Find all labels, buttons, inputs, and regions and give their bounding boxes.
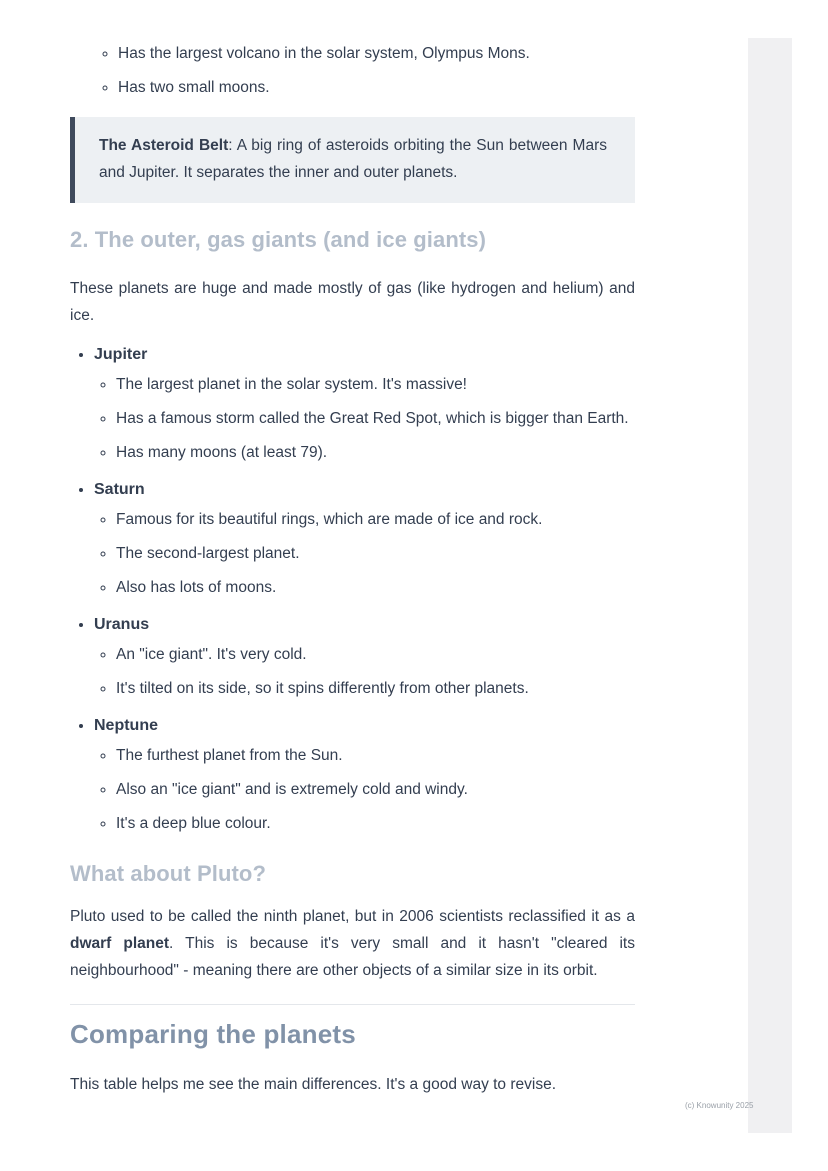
document-content — [70, 40, 635, 1098]
planet-name: Saturn — [94, 481, 145, 498]
list-item: ◦ Famous for its beautiful rings, which are made of ice and rock. — [116, 506, 635, 533]
pluto-paragraph — [70, 903, 635, 984]
planet-facts-list — [94, 742, 635, 837]
planet-item-uranus — [94, 611, 635, 702]
list-item: ◦ Has many moons (at least 79). — [116, 439, 635, 466]
outer-planets-list — [70, 341, 635, 837]
planet-name: Jupiter — [94, 346, 148, 363]
planet-item-neptune — [94, 712, 635, 837]
knowunity-watermark: (c) Knowunity 2025 — [685, 1101, 754, 1110]
callout-body: : A big ring of asteroids orbiting the Sun between Mars and Jupiter. It separates the inner and outer planets. — [99, 137, 607, 181]
list-item: ◦ It's a deep blue colour. — [116, 810, 635, 837]
list-item: ◦ Has the largest volcano in the solar system, Olympus Mons. — [118, 40, 635, 67]
section-heading-pluto: What about Pluto? — [70, 861, 266, 886]
callout-text — [99, 132, 607, 186]
list-item: ◦ An "ice giant". It's very cold. — [116, 641, 635, 668]
list-item: ◦ Has a famous storm called the Great Red Spot, which is bigger than Earth. — [116, 405, 635, 432]
section-heading-comparing-planets: Comparing the planets — [70, 1019, 356, 1049]
dwarf-planet-bold-term: dwarf planet — [70, 935, 170, 952]
planet-facts-list — [94, 506, 635, 601]
comparing-intro-paragraph: This table helps me see the main differences. It's a good way to revise. — [70, 1076, 557, 1093]
list-item: ◦ Has two small moons. — [118, 74, 635, 101]
list-item: ◦ Also an "ice giant" and is extremely cold and windy. — [116, 776, 635, 803]
planet-facts-list — [94, 641, 635, 702]
callout-bold-term: The Asteroid Belt — [99, 137, 229, 154]
mars-facts-list — [70, 40, 635, 101]
list-item: ◦ The second-largest planet. — [116, 540, 635, 567]
planet-facts-list — [94, 371, 635, 466]
list-item: ◦ It's tilted on its side, so it spins differently from other planets. — [116, 675, 635, 702]
page-edge-strip — [748, 38, 792, 1133]
pluto-text-after: . This is because it's very small and it hasn't "cleared its neighbourhood" - meaning there are other objects of a similar size in its orbit. — [70, 935, 635, 979]
asteroid-belt-callout — [70, 117, 635, 203]
planet-item-jupiter — [94, 341, 635, 466]
list-item: ◦ The furthest planet from the Sun. — [116, 742, 635, 769]
planet-item-saturn — [94, 476, 635, 601]
section-divider — [70, 1004, 635, 1005]
planet-name: Uranus — [94, 616, 150, 633]
planet-name: Neptune — [94, 717, 158, 734]
section-heading-outer-planets: 2. The outer, gas giants (and ice giants) — [70, 227, 487, 252]
outer-planets-intro-paragraph: These planets are huge and made mostly of gas (like hydrogen and helium) and ice. — [70, 280, 635, 324]
list-item: ◦ Also has lots of moons. — [116, 574, 635, 601]
pluto-text-before: Pluto used to be called the ninth planet, but in 2006 scientists reclassified it as a — [70, 908, 635, 925]
list-item: ◦ The largest planet in the solar system. It's massive! — [116, 371, 635, 398]
